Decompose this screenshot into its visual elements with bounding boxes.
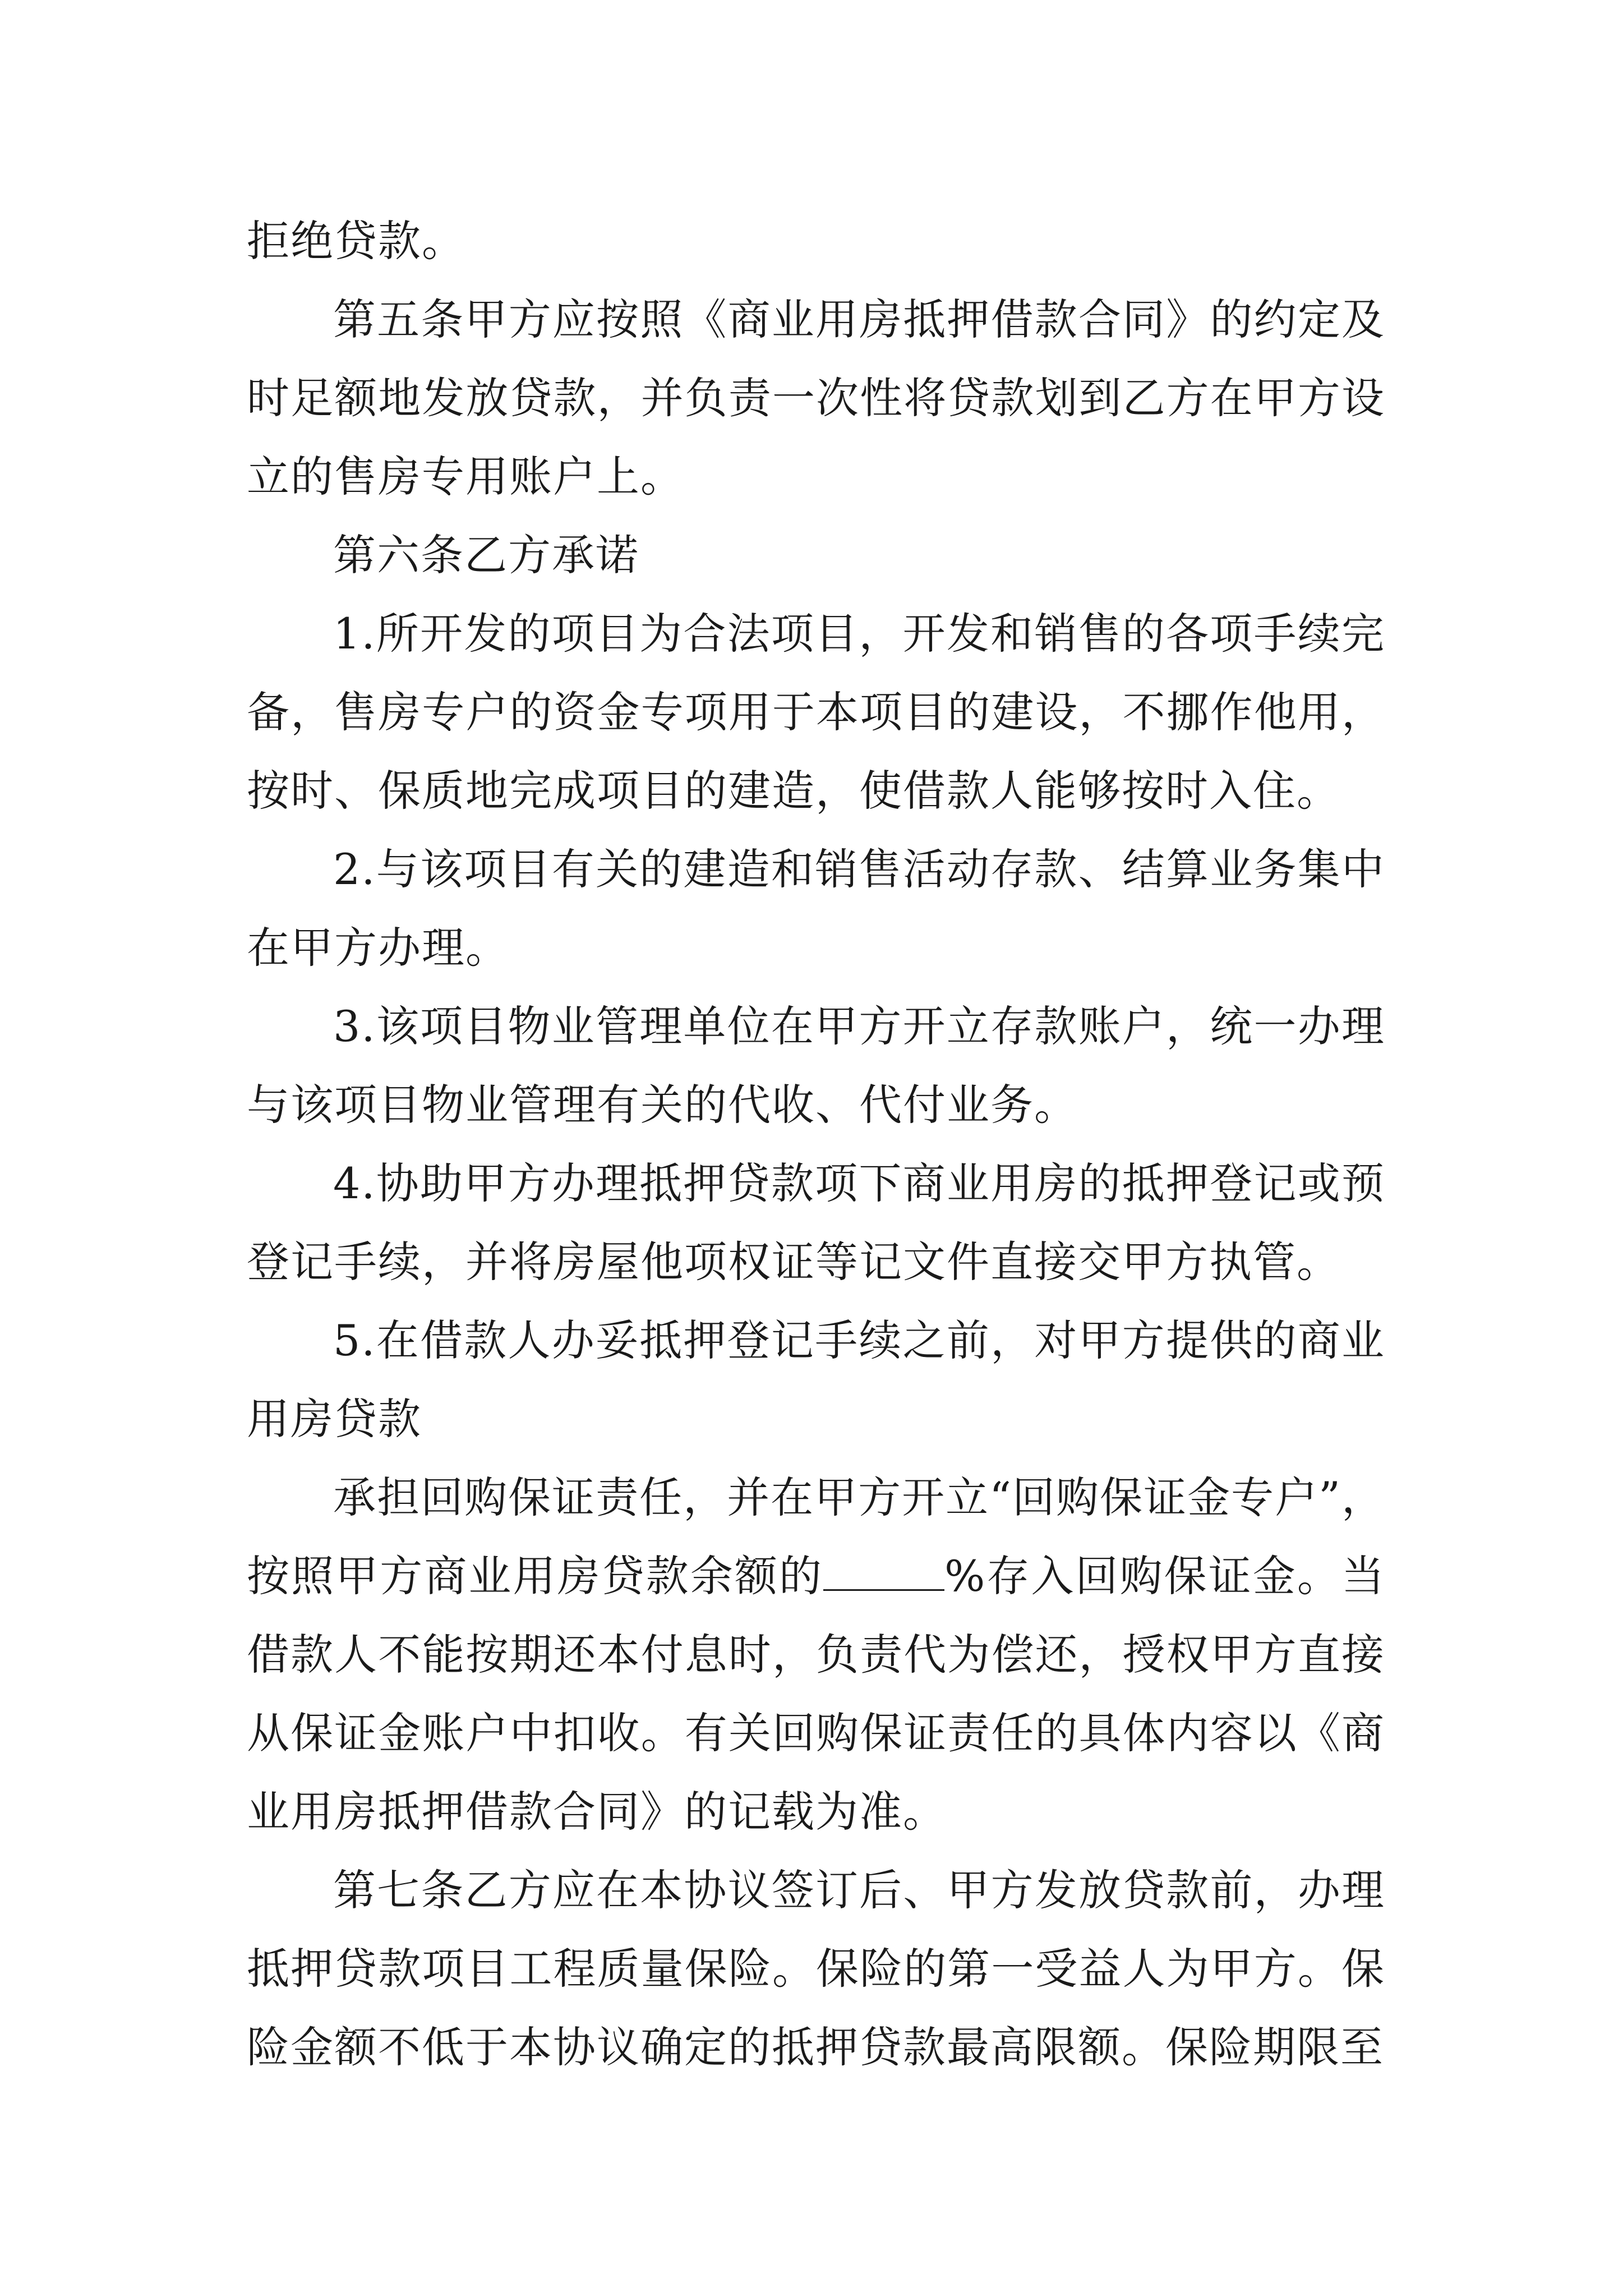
paragraph-item-2: 2.与该项目有关的建造和销售活动存款、结算业务集中在甲方办理。 [247,844,1385,973]
paragraph-article-6-heading: 第六条乙方承诺 [333,530,639,580]
paragraph-item-3: 3.该项目物业管理单位在甲方开立存款账户，统一办理与该项目物业管理有关的代收、代付业务。 [247,1001,1385,1130]
paragraph-article-5: 第五条甲方应按照《商业用房抵押借款合同》的约定及时足额地发放贷款，并负责一次性将贷款划到乙方在甲方设立的售房专用账户上。 [247,295,1385,501]
buyback-text-before: 承担回购保证责任，并在甲方开立“回购保证金专户”，按照甲方商业用房贷款余额的 [247,1473,1385,1601]
document-body [247,202,1385,2087]
paragraph-item-5: 5.在借款人办妥抵押登记手续之前，对甲方提供的商业用房贷款 [247,1315,1385,1444]
paragraph-item-1: 1.所开发的项目为合法项目，开发和销售的各项手续完备，售房专户的资金专项用于本项目的建设，不挪作他用，按时、保质地完成项目的建造，使借款人能够按时入住。 [247,609,1385,816]
paragraph-buyback-guarantee [247,1458,1385,1851]
paragraph-continuation: 拒绝贷款。 [247,216,465,266]
paragraph-item-4: 4.协助甲方办理抵押贷款项下商业用房的抵押登记或预登记手续，并将房屋他项权证等记文件直接交甲方执管。 [247,1158,1385,1287]
percentage-blank-field [823,1550,944,1591]
buyback-text-after: %存入回购保证金。当借款人不能按期还本付息时，负责代为偿还，授权甲方直接从保证金账户中扣收。有关回购保证责任的具体内容以《商业用房抵押借款合同》的记载为准。 [247,1551,1386,1837]
paragraph-article-7: 第七条乙方应在本协议签订后、甲方发放贷款前，办理抵押贷款项目工程质量保险。保险的第一受益人为甲方。保险金额不低于本协议确定的抵押贷款最高限额。保险期限至 [247,1865,1385,2072]
